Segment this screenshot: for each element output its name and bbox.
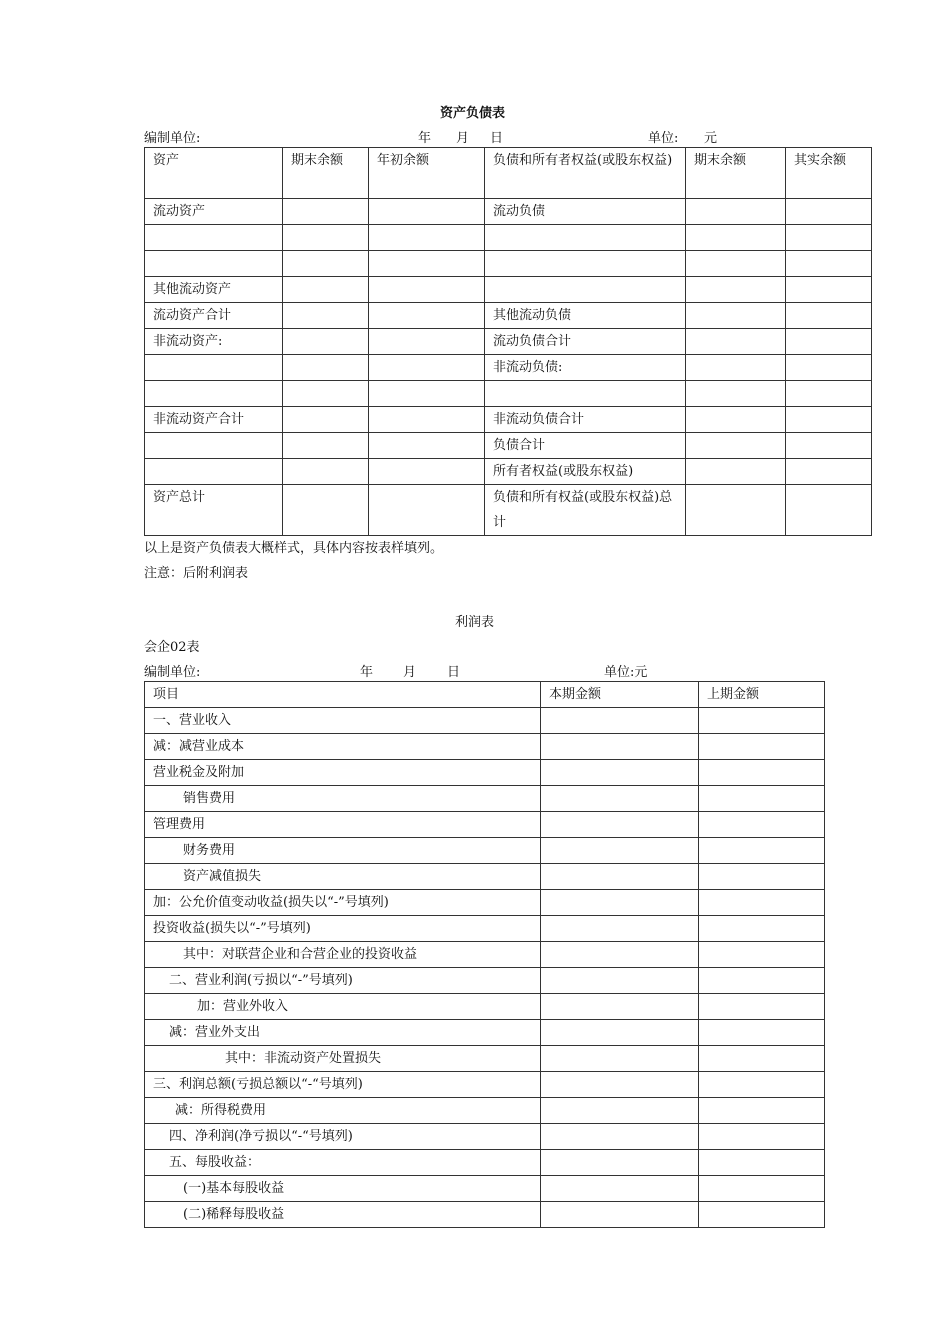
table-row: [145, 277, 872, 303]
income-statement-table: [144, 681, 825, 1228]
bs-month-label: 月: [456, 131, 470, 146]
bs-col-begin-balance-2: 其实余额: [786, 148, 872, 199]
table-cell: 流动负债合计: [485, 329, 686, 355]
table-row: [145, 485, 872, 536]
table-cell: [686, 251, 786, 277]
table-cell: [541, 994, 699, 1020]
table-cell: [541, 812, 699, 838]
table-row: [145, 838, 825, 864]
table-cell: [283, 277, 369, 303]
table-cell: [786, 459, 872, 485]
balance-sheet-table: [144, 147, 872, 536]
table-cell: 减：营业外支出: [145, 1020, 541, 1046]
table-cell: [786, 225, 872, 251]
table-cell: [369, 329, 485, 355]
table-cell: 资产减值损失: [145, 864, 541, 890]
table-cell: [541, 1020, 699, 1046]
table-cell: [699, 708, 825, 734]
table-row: [145, 1098, 825, 1124]
table-cell: 其他流动资产: [145, 277, 283, 303]
table-cell: 营业税金及附加: [145, 760, 541, 786]
table-row: [145, 199, 872, 225]
table-row: [145, 890, 825, 916]
table-cell: [686, 355, 786, 381]
table-cell: 非流动资产:: [145, 329, 283, 355]
table-cell: [145, 459, 283, 485]
table-cell: [786, 485, 872, 536]
table-cell: [283, 329, 369, 355]
bs-col-begin-balance: 年初余额: [369, 148, 485, 199]
table-cell: [283, 251, 369, 277]
table-cell: [369, 225, 485, 251]
table-cell: 管理费用: [145, 812, 541, 838]
table-cell: [786, 407, 872, 433]
table-cell: (一)基本每股收益: [145, 1176, 541, 1202]
table-cell: [283, 355, 369, 381]
is-month-label: 月: [403, 665, 417, 680]
table-row: [145, 864, 825, 890]
is-day-label: 日: [447, 665, 461, 680]
table-row: [145, 1020, 825, 1046]
table-cell: [369, 303, 485, 329]
table-cell: 加：营业外收入: [145, 994, 541, 1020]
table-cell: [369, 199, 485, 225]
table-cell: [699, 734, 825, 760]
bs-col-liabilities-equity: 负债和所有者权益(或股东权益): [485, 148, 686, 199]
table-row: [145, 433, 872, 459]
note-line-1: 以上是资产负债表大概样式，具体内容按表样填列。: [144, 541, 444, 556]
table-cell: [541, 708, 699, 734]
table-row: [145, 1202, 825, 1228]
is-col-current: 本期金额: [541, 682, 699, 708]
table-row: [145, 942, 825, 968]
table-cell: [541, 916, 699, 942]
bs-currency: 元: [704, 131, 718, 146]
table-row: [145, 734, 825, 760]
table-cell: [686, 459, 786, 485]
table-cell: [786, 381, 872, 407]
table-cell: [786, 199, 872, 225]
table-cell: [369, 459, 485, 485]
table-row: [145, 1124, 825, 1150]
bs-col-end-balance-2: 期末余额: [686, 148, 786, 199]
table-cell: 其中：对联营企业和合营企业的投资收益: [145, 942, 541, 968]
table-cell: [686, 381, 786, 407]
table-row: [145, 1072, 825, 1098]
table-cell: [541, 864, 699, 890]
table-cell: [786, 251, 872, 277]
table-cell: [541, 968, 699, 994]
table-row: [145, 786, 825, 812]
bs-col-assets: 资产: [145, 148, 283, 199]
table-cell: [786, 277, 872, 303]
table-cell: [369, 355, 485, 381]
table-row: [145, 381, 872, 407]
is-col-prior: 上期金额: [699, 682, 825, 708]
table-cell: [541, 1072, 699, 1098]
is-currency-label: 单位:元: [604, 665, 648, 680]
table-cell: [699, 942, 825, 968]
table-cell: 财务费用: [145, 838, 541, 864]
table-cell: [369, 407, 485, 433]
form-code: 会企02表: [144, 640, 200, 655]
table-cell: [283, 407, 369, 433]
table-cell: [699, 812, 825, 838]
table-cell: [541, 1098, 699, 1124]
table-cell: [541, 1046, 699, 1072]
table-cell: [699, 890, 825, 916]
table-row: [145, 303, 872, 329]
table-cell: 加：公允价值变动收益(损失以“-”号填列): [145, 890, 541, 916]
table-cell: [283, 303, 369, 329]
table-cell: [699, 968, 825, 994]
table-cell: [686, 485, 786, 536]
table-row: [145, 916, 825, 942]
table-cell: 所有者权益(或股东权益): [485, 459, 686, 485]
table-row: [145, 225, 872, 251]
table-cell: [541, 1176, 699, 1202]
table-row: [145, 968, 825, 994]
table-cell: 四、净利润(净亏损以“-“号填列): [145, 1124, 541, 1150]
table-cell: [686, 329, 786, 355]
table-cell: [699, 864, 825, 890]
table-cell: [699, 760, 825, 786]
bs-year-label: 年: [418, 131, 432, 146]
table-cell: [686, 277, 786, 303]
table-row: [145, 760, 825, 786]
table-cell: [541, 786, 699, 812]
table-cell: [145, 355, 283, 381]
table-cell: [541, 942, 699, 968]
table-cell: [699, 1046, 825, 1072]
table-cell: 其中：非流动资产处置损失: [145, 1046, 541, 1072]
table-cell: [541, 1124, 699, 1150]
table-row: [145, 329, 872, 355]
table-cell: [686, 433, 786, 459]
table-row: [145, 1176, 825, 1202]
table-cell: [686, 407, 786, 433]
table-row: [145, 994, 825, 1020]
is-year-label: 年: [360, 665, 374, 680]
table-cell: [283, 459, 369, 485]
table-cell: [786, 303, 872, 329]
table-cell: [699, 1098, 825, 1124]
table-cell: (二)稀释每股收益: [145, 1202, 541, 1228]
table-cell: 流动资产: [145, 199, 283, 225]
table-cell: 五、每股收益：: [145, 1150, 541, 1176]
table-row: [145, 1046, 825, 1072]
note-line-2: 注意：后附利润表: [144, 566, 249, 581]
table-cell: [145, 225, 283, 251]
table-cell: [485, 381, 686, 407]
income-statement-title: 利润表: [455, 615, 495, 630]
table-cell: [485, 225, 686, 251]
table-cell: [369, 251, 485, 277]
table-cell: [786, 355, 872, 381]
table-cell: [283, 225, 369, 251]
table-cell: [699, 994, 825, 1020]
table-row: [145, 459, 872, 485]
table-cell: 资产总计: [145, 485, 283, 536]
bs-currency-label: 单位:: [648, 131, 679, 146]
table-cell: [699, 916, 825, 942]
bs-header-row: [145, 148, 872, 199]
table-cell: [786, 433, 872, 459]
table-cell: 一、营业收入: [145, 708, 541, 734]
table-cell: 投资收益(损失以“-”号填列): [145, 916, 541, 942]
table-cell: [283, 199, 369, 225]
table-row: [145, 251, 872, 277]
table-cell: 三、利润总额(亏损总额以“-“号填列): [145, 1072, 541, 1098]
table-cell: [699, 1072, 825, 1098]
table-cell: [699, 1124, 825, 1150]
table-cell: [541, 734, 699, 760]
table-cell: [699, 786, 825, 812]
table-row: [145, 1150, 825, 1176]
table-cell: 负债和所有权益(或股东权益)总计: [485, 485, 686, 536]
table-cell: 销售费用: [145, 786, 541, 812]
table-cell: [541, 890, 699, 916]
table-row: [145, 812, 825, 838]
table-cell: [485, 277, 686, 303]
table-cell: 减：所得税费用: [145, 1098, 541, 1124]
table-cell: 非流动负债合计: [485, 407, 686, 433]
is-unit-label: 编制单位:: [144, 665, 201, 680]
table-cell: [283, 381, 369, 407]
table-cell: [369, 485, 485, 536]
table-cell: [145, 381, 283, 407]
table-row: [145, 708, 825, 734]
table-cell: 减：减营业成本: [145, 734, 541, 760]
table-cell: 非流动负债:: [485, 355, 686, 381]
table-cell: [786, 329, 872, 355]
bs-col-end-balance: 期末余额: [283, 148, 369, 199]
table-cell: [541, 1202, 699, 1228]
table-cell: [699, 1176, 825, 1202]
table-row: [145, 355, 872, 381]
table-cell: [699, 1202, 825, 1228]
table-cell: [369, 433, 485, 459]
bs-day-label: 日: [490, 131, 504, 146]
table-cell: [699, 1020, 825, 1046]
table-cell: 其他流动负债: [485, 303, 686, 329]
table-cell: [145, 433, 283, 459]
bs-unit-label: 编制单位:: [144, 131, 201, 146]
table-cell: [699, 1150, 825, 1176]
table-cell: [485, 251, 686, 277]
table-cell: [699, 838, 825, 864]
table-cell: [283, 433, 369, 459]
table-row: [145, 407, 872, 433]
table-cell: [686, 225, 786, 251]
table-cell: [145, 251, 283, 277]
table-cell: [541, 1150, 699, 1176]
table-cell: [686, 199, 786, 225]
is-header-row: [145, 682, 825, 708]
table-cell: 流动资产合计: [145, 303, 283, 329]
table-cell: [541, 760, 699, 786]
table-cell: [369, 277, 485, 303]
table-cell: 非流动资产合计: [145, 407, 283, 433]
table-cell: [283, 485, 369, 536]
table-cell: 二、营业利润(亏损以“-”号填列): [145, 968, 541, 994]
table-cell: 流动负债: [485, 199, 686, 225]
table-cell: [369, 381, 485, 407]
balance-sheet-title: 资产负债表: [440, 106, 506, 121]
is-col-item: 项目: [145, 682, 541, 708]
table-cell: 负债合计: [485, 433, 686, 459]
table-cell: [686, 303, 786, 329]
table-cell: [541, 838, 699, 864]
